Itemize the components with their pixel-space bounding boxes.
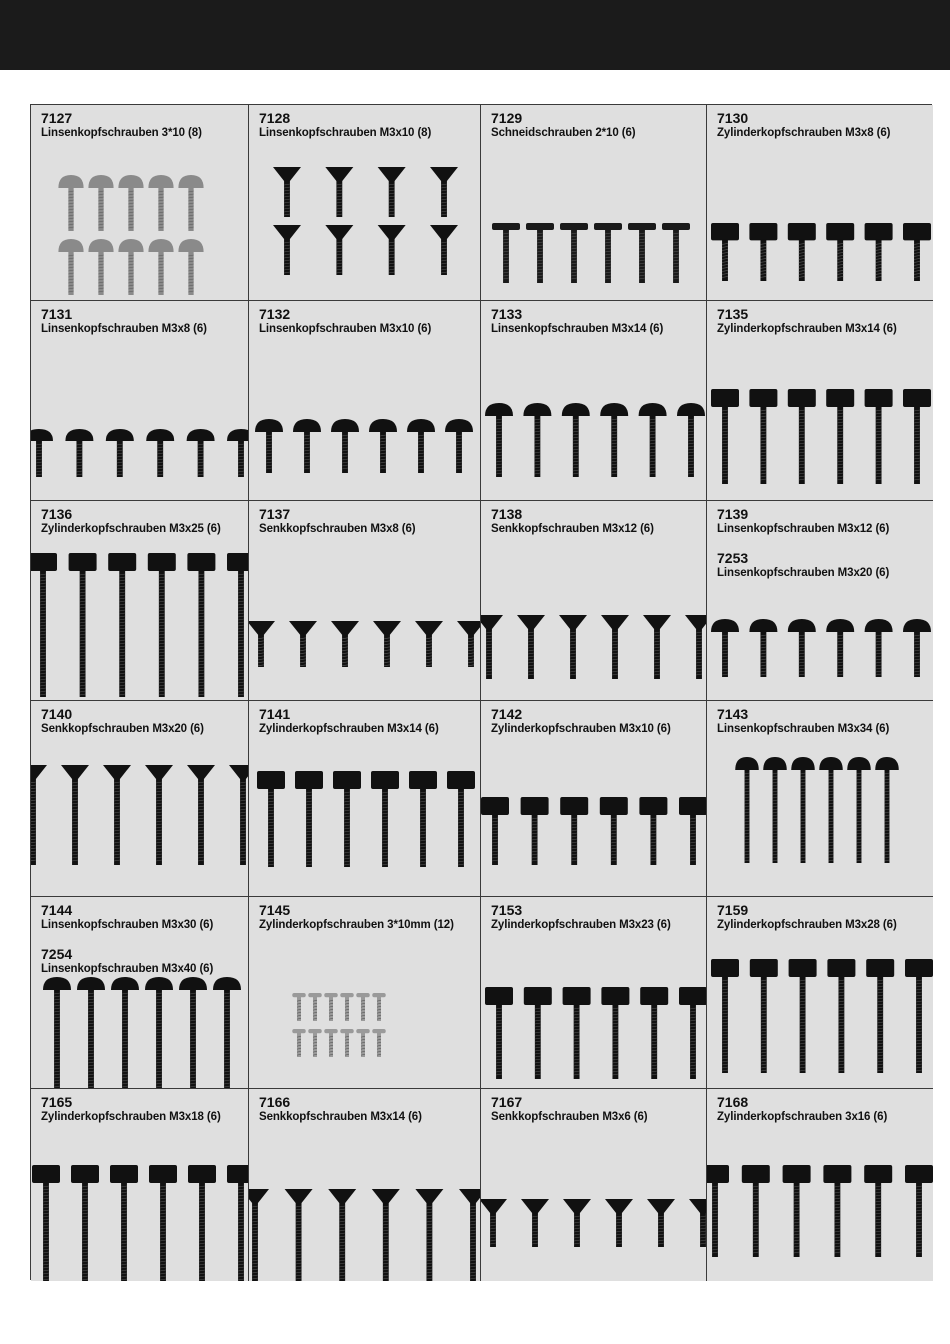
part-description: Linsenkopfschrauben M3x20 (6) bbox=[717, 567, 890, 579]
part-entry bbox=[717, 1094, 887, 1124]
screw-icon bbox=[521, 1199, 549, 1247]
screw-icon bbox=[903, 389, 931, 484]
screw-icon bbox=[227, 429, 249, 477]
part-description: Zylinderkopfschrauben M3x14 (6) bbox=[717, 323, 897, 335]
screw-icon bbox=[628, 223, 656, 283]
screw-icon bbox=[289, 621, 317, 667]
part-entry bbox=[259, 1094, 422, 1124]
screw-icon bbox=[563, 987, 591, 1079]
part-entry bbox=[41, 506, 221, 536]
part-cell bbox=[481, 897, 707, 1089]
screw-icon bbox=[409, 771, 437, 867]
part-cell bbox=[31, 501, 249, 701]
screw-icon bbox=[292, 993, 305, 1021]
screw-icon bbox=[823, 1165, 851, 1257]
screw-icon bbox=[594, 223, 622, 283]
screw-icon bbox=[148, 239, 173, 295]
screw-icon bbox=[711, 959, 739, 1073]
part-number: 7130 bbox=[717, 110, 749, 126]
part-description: Zylinderkopfschrauben M3x14 (6) bbox=[259, 723, 439, 735]
part-cell bbox=[249, 897, 481, 1089]
part-number: 7127 bbox=[41, 110, 73, 126]
screw-icon bbox=[178, 175, 203, 231]
screw-icon bbox=[371, 771, 399, 867]
part-number: 7132 bbox=[259, 306, 291, 322]
screw-icon bbox=[560, 223, 588, 283]
part-description: Senkkopfschrauben M3x12 (6) bbox=[491, 523, 654, 535]
part-number: 7128 bbox=[259, 110, 291, 126]
screw-icon bbox=[356, 1029, 369, 1057]
screw-icon bbox=[749, 389, 777, 484]
part-entry bbox=[259, 902, 454, 932]
screw-icon bbox=[71, 1165, 99, 1281]
part-description: Linsenkopfschrauben M3x10 (8) bbox=[259, 127, 432, 139]
part-description: Zylinderkopfschrauben M3x10 (6) bbox=[491, 723, 671, 735]
screw-icon bbox=[378, 167, 406, 217]
part-entry bbox=[41, 110, 202, 140]
part-entry bbox=[491, 902, 671, 932]
screw-icon bbox=[559, 615, 587, 679]
screw-icon bbox=[430, 167, 458, 217]
screw-icon bbox=[679, 797, 707, 865]
screw-icon bbox=[255, 419, 283, 473]
part-description: Zylinderkopfschrauben 3x16 (6) bbox=[717, 1111, 888, 1123]
part-number: 7137 bbox=[259, 506, 291, 522]
screw-icon bbox=[58, 239, 83, 295]
part-entry bbox=[259, 506, 416, 536]
screw-icon bbox=[249, 1189, 269, 1281]
part-description: Zylinderkopfschrauben M3x23 (6) bbox=[491, 919, 671, 931]
part-cell bbox=[249, 701, 481, 897]
screw-icon bbox=[331, 621, 359, 667]
part-number: 7144 bbox=[41, 902, 73, 918]
part-cell bbox=[249, 1089, 481, 1281]
screw-icon bbox=[750, 959, 778, 1073]
screw-icon bbox=[110, 1165, 138, 1281]
screw-icon bbox=[481, 615, 503, 679]
screw-icon bbox=[340, 993, 353, 1021]
screw-icon bbox=[601, 987, 629, 1079]
part-entry bbox=[717, 550, 889, 580]
part-entry bbox=[491, 1094, 648, 1124]
screw-icon bbox=[378, 225, 406, 275]
part-cell bbox=[707, 501, 933, 701]
screw-icon bbox=[88, 175, 113, 231]
screw-icon bbox=[331, 419, 359, 473]
part-number: 7136 bbox=[41, 506, 73, 522]
screw-icon bbox=[562, 403, 590, 477]
screw-icon bbox=[407, 419, 435, 473]
part-number: 7253 bbox=[717, 550, 749, 566]
screw-icon bbox=[292, 1029, 305, 1057]
part-number: 7153 bbox=[491, 902, 523, 918]
part-number: 7165 bbox=[41, 1094, 73, 1110]
part-cell bbox=[481, 701, 707, 897]
screw-icon bbox=[324, 1029, 337, 1057]
screw-icon bbox=[445, 419, 473, 473]
screw-icon bbox=[372, 1029, 385, 1057]
part-entry bbox=[259, 706, 439, 736]
part-number: 7142 bbox=[491, 706, 523, 722]
screw-icon bbox=[31, 553, 57, 697]
part-cell bbox=[707, 897, 933, 1089]
screw-icon bbox=[293, 419, 321, 473]
screw-icon bbox=[788, 619, 816, 677]
screw-icon bbox=[905, 1165, 933, 1257]
part-description: Zylinderkopfschrauben M3x18 (6) bbox=[41, 1111, 221, 1123]
screw-icon bbox=[187, 429, 215, 477]
part-entry bbox=[259, 110, 431, 140]
screw-icon bbox=[118, 175, 143, 231]
part-entry bbox=[259, 306, 431, 336]
screw-icon bbox=[308, 993, 321, 1021]
part-description: Senkkopfschrauben M3x14 (6) bbox=[259, 1111, 422, 1123]
screw-icon bbox=[492, 223, 520, 283]
part-entry bbox=[41, 946, 213, 976]
screw-icon bbox=[735, 757, 759, 863]
screw-icon bbox=[415, 621, 443, 667]
screw-icon bbox=[826, 223, 854, 281]
screw-icon bbox=[689, 1199, 707, 1247]
part-cell bbox=[249, 301, 481, 501]
screw-icon bbox=[447, 771, 475, 867]
screw-icon bbox=[826, 389, 854, 484]
screw-icon bbox=[325, 225, 353, 275]
screw-icon bbox=[325, 167, 353, 217]
screw-icon bbox=[61, 765, 89, 865]
part-entry bbox=[717, 306, 897, 336]
screw-icon bbox=[178, 239, 203, 295]
part-cell bbox=[249, 501, 481, 701]
part-entry bbox=[41, 706, 204, 736]
part-entry bbox=[717, 110, 890, 140]
screw-icon bbox=[31, 429, 53, 477]
screw-icon bbox=[373, 621, 401, 667]
part-cell bbox=[481, 301, 707, 501]
part-cell bbox=[31, 701, 249, 897]
screw-icon bbox=[643, 615, 671, 679]
part-entry bbox=[41, 306, 207, 336]
screw-icon bbox=[563, 1199, 591, 1247]
screw-icon bbox=[677, 403, 705, 477]
screw-icon bbox=[485, 987, 513, 1079]
part-cell bbox=[481, 105, 707, 301]
screw-icon bbox=[415, 1189, 443, 1281]
part-description: Linsenkopfschrauben M3x40 (6) bbox=[41, 963, 214, 975]
screw-icon bbox=[711, 619, 739, 677]
part-number: 7139 bbox=[717, 506, 749, 522]
screw-icon bbox=[788, 389, 816, 484]
screw-icon bbox=[865, 389, 893, 484]
screw-icon bbox=[459, 1189, 481, 1281]
part-cell bbox=[31, 1089, 249, 1281]
part-description: Linsenkopfschrauben 3*10 (8) bbox=[41, 127, 202, 139]
screw-icon bbox=[457, 621, 481, 667]
part-number: 7133 bbox=[491, 306, 523, 322]
screw-icon bbox=[145, 765, 173, 865]
part-entry bbox=[717, 902, 897, 932]
part-entry bbox=[41, 902, 213, 932]
screw-icon bbox=[333, 771, 361, 867]
part-cell bbox=[707, 701, 933, 897]
screw-icon bbox=[526, 223, 554, 283]
part-cell bbox=[31, 301, 249, 501]
part-description: Linsenkopfschrauben M3x8 (6) bbox=[41, 323, 207, 335]
screw-icon bbox=[65, 429, 93, 477]
screw-icon bbox=[905, 959, 933, 1073]
screw-icon bbox=[791, 757, 815, 863]
screw-icon bbox=[285, 1189, 313, 1281]
screw-icon bbox=[32, 1165, 60, 1281]
part-description: Schneidschrauben 2*10 (6) bbox=[491, 127, 636, 139]
screw-parts-grid bbox=[30, 104, 932, 1280]
screw-icon bbox=[819, 757, 843, 863]
screw-icon bbox=[58, 175, 83, 231]
screw-icon bbox=[679, 987, 707, 1079]
screw-icon bbox=[866, 959, 894, 1073]
screw-icon bbox=[783, 1165, 811, 1257]
screw-icon bbox=[685, 615, 707, 679]
part-entry bbox=[491, 506, 654, 536]
screw-icon bbox=[77, 977, 105, 1089]
screw-icon bbox=[639, 403, 667, 477]
screw-icon bbox=[69, 553, 97, 697]
part-description: Zylinderkopfschrauben M3x28 (6) bbox=[717, 919, 897, 931]
part-description: Senkkopfschrauben M3x6 (6) bbox=[491, 1111, 648, 1123]
screw-icon bbox=[324, 993, 337, 1021]
screw-icon bbox=[118, 239, 143, 295]
screw-icon bbox=[340, 1029, 353, 1057]
part-number: 7129 bbox=[491, 110, 523, 126]
screw-icon bbox=[864, 1165, 892, 1257]
screw-icon bbox=[356, 993, 369, 1021]
screw-icon bbox=[372, 993, 385, 1021]
part-cell bbox=[31, 105, 249, 301]
part-cell bbox=[31, 897, 249, 1089]
screw-icon bbox=[369, 419, 397, 473]
part-cell bbox=[249, 105, 481, 301]
screw-icon bbox=[273, 167, 301, 217]
screw-icon bbox=[108, 553, 136, 697]
part-cell bbox=[707, 301, 933, 501]
part-entry bbox=[491, 110, 636, 140]
part-number: 7143 bbox=[717, 706, 749, 722]
screw-icon bbox=[605, 1199, 633, 1247]
screw-icon bbox=[788, 223, 816, 281]
part-number: 7167 bbox=[491, 1094, 523, 1110]
screw-icon bbox=[763, 757, 787, 863]
screw-icon bbox=[711, 223, 739, 281]
screw-icon bbox=[560, 797, 588, 865]
part-description: Linsenkopfschrauben M3x34 (6) bbox=[717, 723, 890, 735]
screw-icon bbox=[711, 389, 739, 484]
part-description: Linsenkopfschrauben M3x14 (6) bbox=[491, 323, 664, 335]
screw-icon bbox=[106, 429, 134, 477]
part-entry bbox=[491, 306, 663, 336]
screw-icon bbox=[903, 619, 931, 677]
screw-icon bbox=[111, 977, 139, 1089]
screw-icon bbox=[826, 619, 854, 677]
screw-icon bbox=[187, 765, 215, 865]
screw-icon bbox=[213, 977, 241, 1089]
screw-icon bbox=[481, 797, 509, 865]
screw-icon bbox=[600, 797, 628, 865]
screw-icon bbox=[430, 225, 458, 275]
screw-icon bbox=[789, 959, 817, 1073]
screw-icon bbox=[523, 403, 551, 477]
screw-icon bbox=[372, 1189, 400, 1281]
part-number: 7159 bbox=[717, 902, 749, 918]
screw-icon bbox=[865, 223, 893, 281]
screw-icon bbox=[328, 1189, 356, 1281]
part-number: 7138 bbox=[491, 506, 523, 522]
screw-icon bbox=[662, 223, 690, 283]
screw-icon bbox=[43, 977, 71, 1089]
screw-icon bbox=[146, 429, 174, 477]
screw-icon bbox=[295, 771, 323, 867]
part-number: 7168 bbox=[717, 1094, 749, 1110]
screw-icon bbox=[601, 615, 629, 679]
screw-icon bbox=[875, 757, 899, 863]
screw-icon bbox=[149, 1165, 177, 1281]
screw-icon bbox=[517, 615, 545, 679]
part-number: 7145 bbox=[259, 902, 291, 918]
screw-icon bbox=[481, 1199, 507, 1247]
part-number: 7140 bbox=[41, 706, 73, 722]
screw-icon bbox=[308, 1029, 321, 1057]
screw-icon bbox=[227, 1165, 249, 1281]
screw-icon bbox=[640, 987, 668, 1079]
screw-icon bbox=[903, 223, 931, 281]
screw-icon bbox=[227, 553, 249, 697]
part-number: 7141 bbox=[259, 706, 291, 722]
screw-icon bbox=[273, 225, 301, 275]
screw-icon bbox=[188, 1165, 216, 1281]
screw-icon bbox=[600, 403, 628, 477]
part-description: Linsenkopfschrauben M3x30 (6) bbox=[41, 919, 214, 931]
part-entry bbox=[491, 706, 671, 736]
screw-icon bbox=[88, 239, 113, 295]
screw-icon bbox=[229, 765, 249, 865]
part-cell bbox=[481, 1089, 707, 1281]
screw-icon bbox=[865, 619, 893, 677]
screw-icon bbox=[179, 977, 207, 1089]
part-entry bbox=[717, 506, 889, 536]
screw-icon bbox=[249, 621, 275, 667]
screw-icon bbox=[749, 619, 777, 677]
part-cell bbox=[481, 501, 707, 701]
screw-icon bbox=[742, 1165, 770, 1257]
screw-icon bbox=[639, 797, 667, 865]
part-number: 7131 bbox=[41, 306, 73, 322]
screw-icon bbox=[145, 977, 173, 1089]
screw-icon bbox=[647, 1199, 675, 1247]
part-description: Zylinderkopfschrauben M3x8 (6) bbox=[717, 127, 891, 139]
part-description: Zylinderkopfschrauben M3x25 (6) bbox=[41, 523, 221, 535]
part-number: 7135 bbox=[717, 306, 749, 322]
header-bar bbox=[0, 0, 950, 70]
screw-icon bbox=[257, 771, 285, 867]
screw-icon bbox=[827, 959, 855, 1073]
part-description: Zylinderkopfschrauben 3*10mm (12) bbox=[259, 919, 454, 931]
screw-icon bbox=[485, 403, 513, 477]
part-cell bbox=[707, 1089, 933, 1281]
part-description: Senkkopfschrauben M3x20 (6) bbox=[41, 723, 204, 735]
part-description: Senkkopfschrauben M3x8 (6) bbox=[259, 523, 416, 535]
screw-icon bbox=[103, 765, 131, 865]
screw-icon bbox=[524, 987, 552, 1079]
part-number: 7166 bbox=[259, 1094, 291, 1110]
screw-icon bbox=[521, 797, 549, 865]
screw-icon bbox=[847, 757, 871, 863]
part-description: Linsenkopfschrauben M3x12 (6) bbox=[717, 523, 890, 535]
screw-icon bbox=[148, 553, 176, 697]
screw-icon bbox=[187, 553, 215, 697]
screw-icon bbox=[707, 1165, 729, 1257]
part-entry bbox=[717, 706, 889, 736]
part-cell bbox=[707, 105, 933, 301]
part-entry bbox=[41, 1094, 221, 1124]
screw-icon bbox=[749, 223, 777, 281]
part-description: Linsenkopfschrauben M3x10 (6) bbox=[259, 323, 432, 335]
screw-icon bbox=[148, 175, 173, 231]
screw-icon bbox=[31, 765, 47, 865]
part-number: 7254 bbox=[41, 946, 73, 962]
